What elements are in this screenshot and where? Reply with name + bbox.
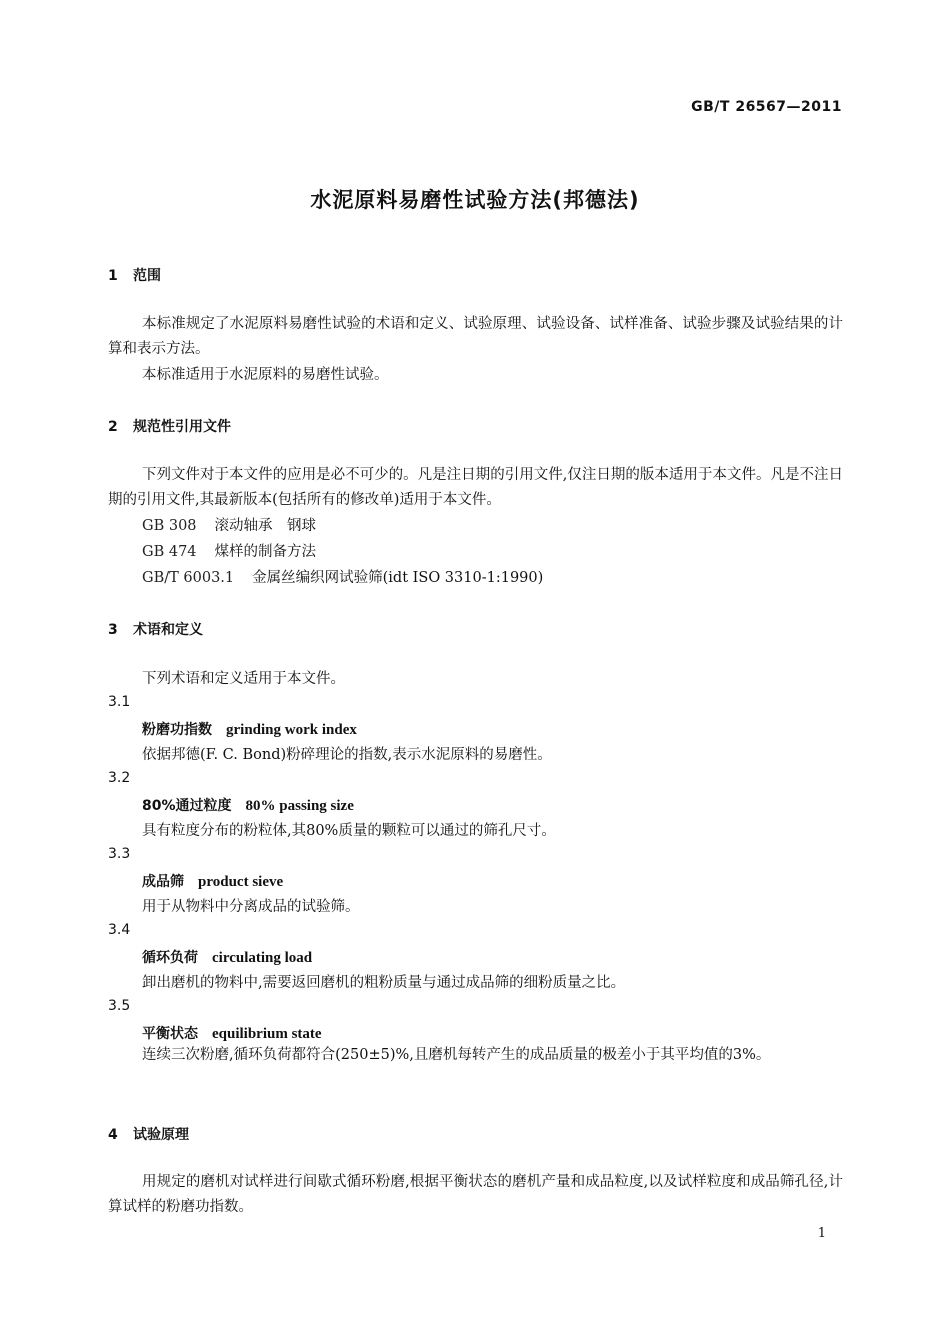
term-name: [142, 947, 312, 967]
reference-title: 金属丝编织网试验筛(idt ISO 3310-1:1990): [252, 570, 544, 586]
section-number: 2: [108, 419, 118, 435]
section-3-intro: 下列术语和定义适用于本文件。: [142, 671, 345, 687]
section-number: 3: [108, 622, 118, 638]
term-definition: 依据邦德(F. C. Bond)粉碎理论的指数,表示水泥原料的易磨性。: [142, 747, 552, 763]
term-name-en: circulating load: [212, 950, 313, 966]
term-name-en: grinding work index: [226, 722, 357, 738]
reference-title: 煤样的制备方法: [214, 544, 317, 560]
reference-code: GB 474: [142, 544, 197, 560]
term-name: [142, 719, 357, 739]
term-number: 3.4: [108, 922, 131, 938]
section-1-paragraph-2: 本标准适用于水泥原料的易磨性试验。: [142, 367, 389, 383]
section-2-heading: [108, 416, 231, 436]
section-number: 4: [108, 1127, 118, 1143]
term-name: [142, 795, 354, 815]
term-name-cn: 循环负荷: [142, 950, 198, 966]
term-name-en: 80% passing size: [245, 798, 354, 814]
term-name-en: equilibrium state: [212, 1026, 322, 1042]
term-number: 3.2: [108, 770, 131, 786]
standard-code: GB/T 26567—2011: [691, 99, 842, 115]
section-3-heading: [108, 619, 203, 639]
reference-item: [142, 514, 316, 535]
term-definition: 用于从物料中分离成品的试验筛。: [142, 899, 360, 915]
section-title: 术语和定义: [133, 622, 203, 638]
reference-item: [142, 540, 316, 561]
term-name-cn: 80%通过粒度: [142, 798, 232, 814]
section-2-intro: 下列文件对于本文件的应用是必不可少的。凡是注日期的引用文件,仅注日期的版本适用于本文件。凡是不注日期的引用文件,其最新版本(包括所有的修改单)适用于本文件。: [108, 467, 843, 508]
section-title: 范围: [133, 268, 161, 284]
term-number: 3.3: [108, 846, 131, 862]
section-4-paragraph: 用规定的磨机对试样进行间歇式循环粉磨,根据平衡状态的磨机产量和成品粒度,以及试样粒度和成品筛孔径,计算试样的粉磨功指数。: [108, 1174, 843, 1215]
section-number: 1: [108, 268, 118, 284]
term-definition: 具有粒度分布的粉粒体,其80%质量的颗粒可以通过的筛孔尺寸。: [142, 823, 556, 839]
term-name-cn: 粉磨功指数: [142, 722, 212, 738]
section-1-paragraph-1: 本标准规定了水泥原料易磨性试验的术语和定义、试验原理、试验设备、试样准备、试验步骤及试验结果的计算和表示方法。: [108, 316, 843, 357]
term-definition: 卸出磨机的物料中,需要返回磨机的粗粉质量与通过成品筛的细粉质量之比。: [142, 975, 626, 991]
term-name-en: product sieve: [198, 874, 284, 890]
page-number: 1: [817, 1226, 826, 1241]
term-number: 3.5: [108, 998, 131, 1014]
term-name: [142, 871, 283, 891]
reference-title: 滚动轴承 钢球: [214, 518, 317, 534]
section-1-heading: [108, 265, 161, 285]
term-name-cn: 平衡状态: [142, 1026, 198, 1042]
reference-code: GB 308: [142, 518, 197, 534]
document-title: 水泥原料易磨性试验方法(邦德法): [310, 188, 640, 212]
section-4-heading: [108, 1124, 189, 1144]
section-title: 规范性引用文件: [133, 419, 231, 435]
reference-code: GB/T 6003.1: [142, 570, 235, 586]
term-name-cn: 成品筛: [142, 874, 184, 890]
section-title: 试验原理: [133, 1127, 189, 1143]
term-definition: 连续三次粉磨,循环负荷都符合(250±5)%,且磨机每转产生的成品质量的极差小于其平均值的3%。: [142, 1047, 771, 1063]
term-number: 3.1: [108, 694, 131, 710]
reference-item: [142, 566, 543, 587]
term-name: [142, 1023, 322, 1043]
